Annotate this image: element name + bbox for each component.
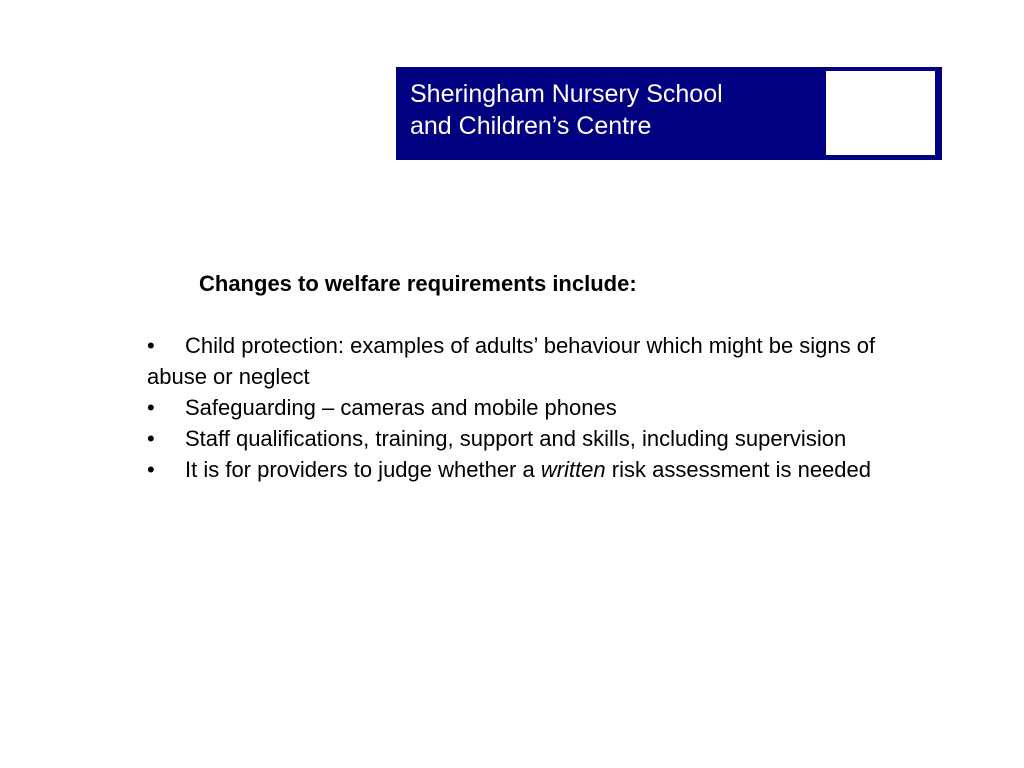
list-item-text: Safeguarding – cameras and mobile phones [185,395,617,420]
list-item [147,454,887,485]
list-item-text: Staff qualifications, training, support and skills, including supervision [185,426,847,451]
list-item [147,330,887,392]
school-name-line-2: and Children’s Centre [410,112,652,140]
slide-content [147,268,887,485]
list-item [147,392,887,423]
requirements-list [147,330,887,485]
list-item-text-end: risk assessment is needed [605,457,871,482]
bullet-icon: • [147,457,155,482]
bullet-icon: • [147,395,155,420]
content-heading: Changes to welfare requirements include: [199,271,637,296]
school-name [410,78,810,142]
bullet-icon: • [147,426,155,451]
list-item-text: Child protection: examples of adults’ behaviour which might be signs of abuse or neglect [147,333,876,389]
list-item [147,423,887,454]
list-item-text-start: It is for providers to judge whether a [185,457,541,482]
list-item-emphasis: written [540,457,606,482]
bullet-icon: • [147,333,155,358]
school-name-line-1: Sheringham Nursery School [410,80,723,108]
logo-placeholder [826,71,935,155]
header-banner [396,67,942,160]
